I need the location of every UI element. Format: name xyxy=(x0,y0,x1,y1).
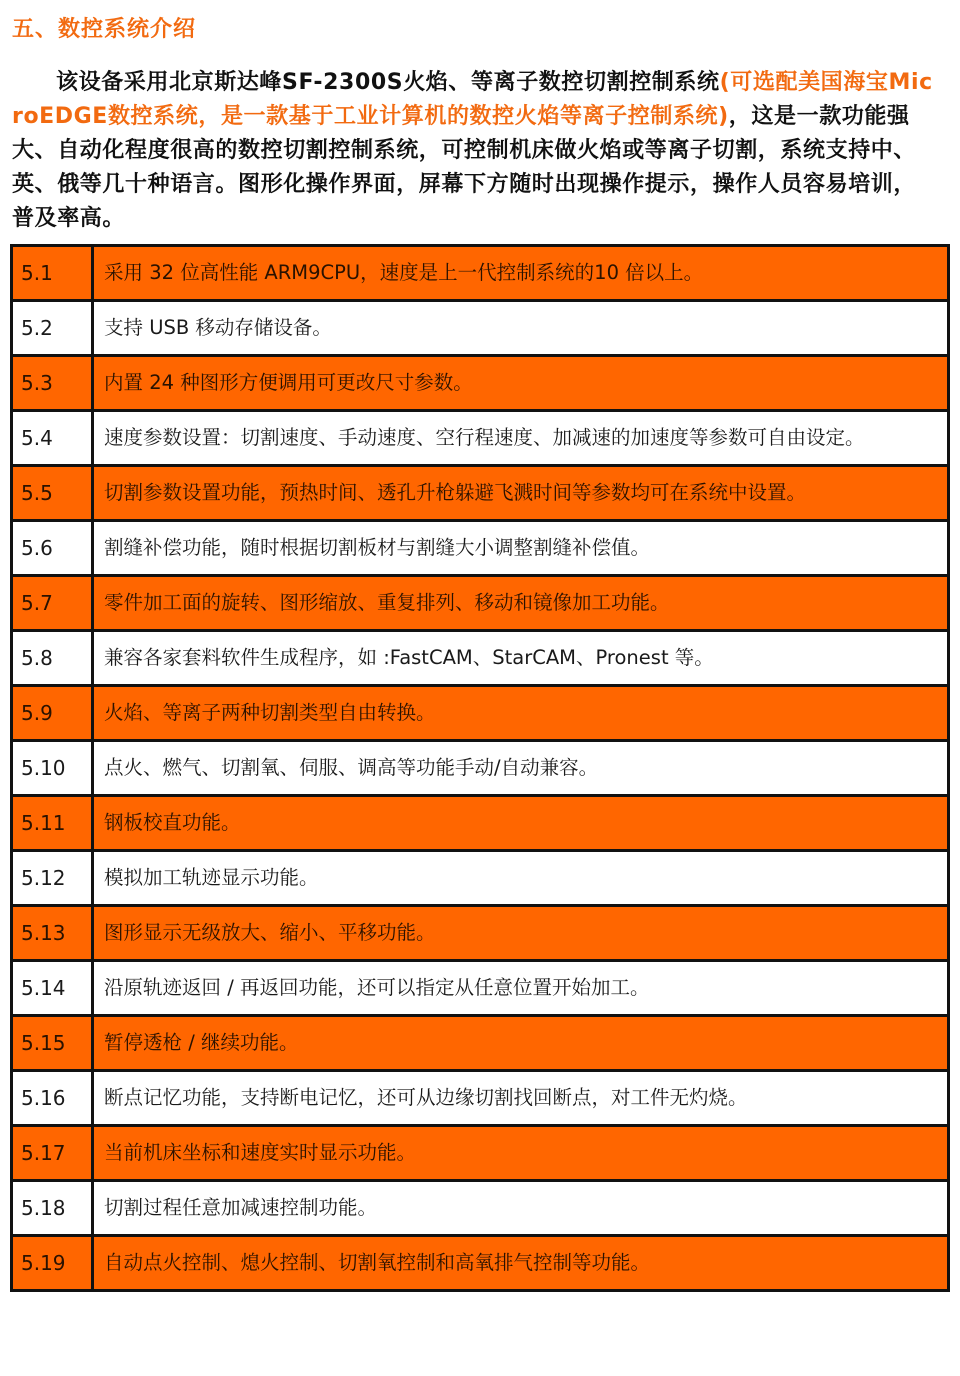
feature-number: 5.1 xyxy=(12,246,93,301)
section-heading: 五、数控系统介绍 xyxy=(12,17,197,42)
feature-description: 支持 USB 移动存储设备。 xyxy=(93,301,949,356)
table-row xyxy=(12,796,949,851)
feature-description: 内置 24 种图形方便调用可更改尺寸参数。 xyxy=(93,356,949,411)
feature-number: 5.18 xyxy=(12,1181,93,1236)
feature-description: 兼容各家套料软件生成程序，如 :FastCAM、StarCAM、Pronest 等。 xyxy=(93,631,949,686)
table-row xyxy=(12,466,949,521)
intro-highlight-text: (可选配美国海宝MicroEDGE数控系统，是一款基于工业计算机的数控火焰等离子控制系统) xyxy=(12,70,933,129)
table-row xyxy=(12,906,949,961)
feature-number: 5.3 xyxy=(12,356,93,411)
feature-number: 5.7 xyxy=(12,576,93,631)
table-row xyxy=(12,1181,949,1236)
feature-description: 零件加工面的旋转、图形缩放、重复排列、移动和镜像加工功能。 xyxy=(93,576,949,631)
feature-number: 5.4 xyxy=(12,411,93,466)
feature-number: 5.13 xyxy=(12,906,93,961)
table-row xyxy=(12,741,949,796)
feature-description: 切割参数设置功能，预热时间、透孔升枪躲避飞溅时间等参数均可在系统中设置。 xyxy=(93,466,949,521)
feature-description: 自动点火控制、熄火控制、切割氧控制和高氧排气控制等功能。 xyxy=(93,1236,949,1291)
feature-number: 5.19 xyxy=(12,1236,93,1291)
feature-number: 5.11 xyxy=(12,796,93,851)
feature-table xyxy=(10,244,950,1292)
feature-description: 采用 32 位高性能 ARM9CPU，速度是上一代控制系统的10 倍以上。 xyxy=(93,246,949,301)
table-row xyxy=(12,1071,949,1126)
feature-number: 5.12 xyxy=(12,851,93,906)
feature-number: 5.16 xyxy=(12,1071,93,1126)
intro-text-part2: ，这是一款功能强大、自动化程度很高的数控切割控制系统，可控制机床做火焰或等离子切割，系统支持中、英、俄等几十种语言。图形化操作界面，屏幕下方随时出现操作提示，操作人员容易培训，普及率高。 xyxy=(12,104,917,231)
feature-number: 5.8 xyxy=(12,631,93,686)
feature-description: 切割过程任意加减速控制功能。 xyxy=(93,1181,949,1236)
feature-description: 火焰、等离子两种切割类型自由转换。 xyxy=(93,686,949,741)
feature-number: 5.10 xyxy=(12,741,93,796)
feature-number: 5.2 xyxy=(12,301,93,356)
table-row xyxy=(12,1236,949,1291)
feature-description: 当前机床坐标和速度实时显示功能。 xyxy=(93,1126,949,1181)
feature-description: 图形显示无级放大、缩小、平移功能。 xyxy=(93,906,949,961)
table-row xyxy=(12,686,949,741)
feature-number: 5.14 xyxy=(12,961,93,1016)
table-row xyxy=(12,851,949,906)
table-row xyxy=(12,1016,949,1071)
intro-text-part1: 该设备采用北京斯达峰SF-2300S火焰、等离子数控切割控制系统 xyxy=(56,70,720,95)
table-row xyxy=(12,411,949,466)
table-row xyxy=(12,356,949,411)
feature-description: 断点记忆功能，支持断电记忆，还可从边缘切割找回断点，对工件无灼烧。 xyxy=(93,1071,949,1126)
table-row xyxy=(12,246,949,301)
feature-number: 5.17 xyxy=(12,1126,93,1181)
intro-paragraph xyxy=(12,66,936,236)
table-row xyxy=(12,961,949,1016)
feature-number: 5.15 xyxy=(12,1016,93,1071)
table-row xyxy=(12,521,949,576)
feature-number: 5.9 xyxy=(12,686,93,741)
feature-table-body xyxy=(12,246,949,1291)
feature-description: 钢板校直功能。 xyxy=(93,796,949,851)
table-row xyxy=(12,576,949,631)
feature-description: 点火、燃气、切割氧、伺服、调高等功能手动/自动兼容。 xyxy=(93,741,949,796)
feature-description: 割缝补偿功能，随时根据切割板材与割缝大小调整割缝补偿值。 xyxy=(93,521,949,576)
table-row xyxy=(12,631,949,686)
feature-description: 沿原轨迹返回 / 再返回功能，还可以指定从任意位置开始加工。 xyxy=(93,961,949,1016)
feature-number: 5.5 xyxy=(12,466,93,521)
feature-number: 5.6 xyxy=(12,521,93,576)
table-row xyxy=(12,1126,949,1181)
feature-description: 速度参数设置：切割速度、手动速度、空行程速度、加减速的加速度等参数可自由设定。 xyxy=(93,411,949,466)
feature-description: 暂停透枪 / 继续功能。 xyxy=(93,1016,949,1071)
feature-description: 模拟加工轨迹显示功能。 xyxy=(93,851,949,906)
table-row xyxy=(12,301,949,356)
